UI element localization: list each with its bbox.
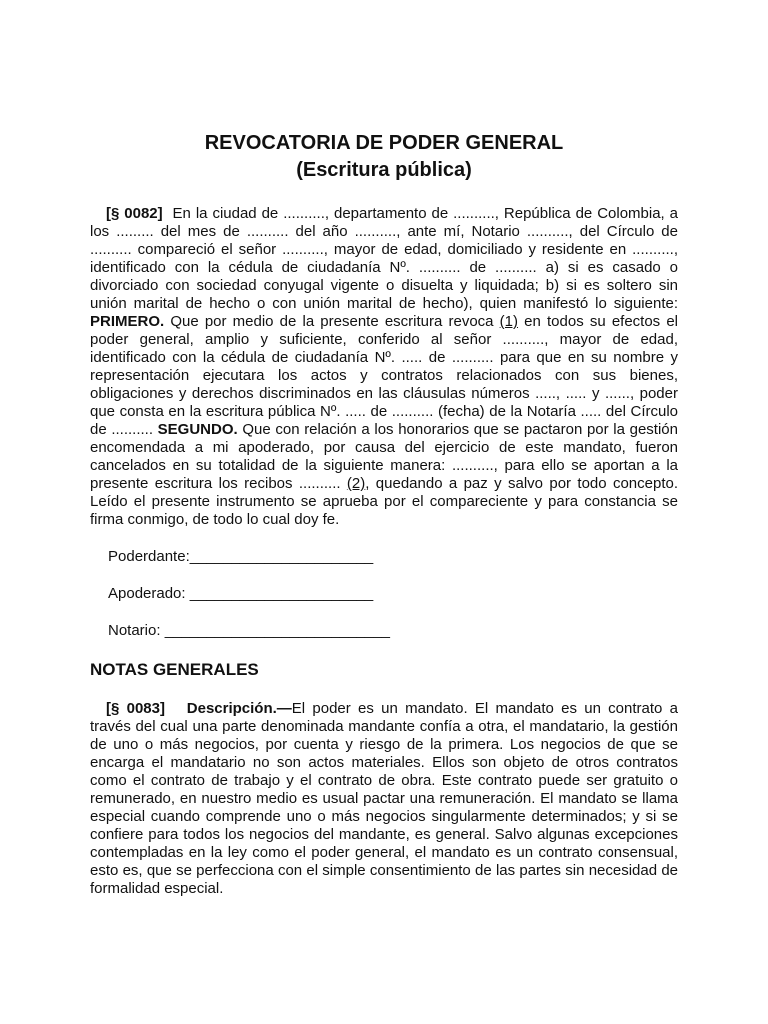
signature-poderdante: Poderdante:______________________: [108, 548, 374, 565]
section-ref-0082: [§ 0082]: [106, 205, 163, 222]
document-subtitle: (Escritura pública): [296, 159, 472, 181]
paragraph-0082-text-3: en todos su efectos el poder general, amplio y suficiente, conferido al señor .........., mayor de edad, identificado con la cédula de ciudadanía Nº. ..... de .......... para que en su nombre y representación ejecutara los actos y contratos relacionados con sus bienes, obligaciones y derechos discriminados en las cláusulas números ....., ..... y ......, poder que consta en la escritura pública Nº. ..... de .......... (fecha) de la Notaría ..... del Círculo de ..........: [90, 313, 679, 438]
title-block: [90, 130, 678, 184]
paragraph-0082: [90, 205, 678, 529]
paragraph-0082-text-5: , quedando a paz y salvo por todo concepto. Leído el presente instrumento se aprueba por el compareciente y para constancia se firma conmigo, de todo lo cual doy fe.: [90, 475, 679, 528]
paragraph-0082-text-2: Que por medio de la presente escritura revoca: [170, 313, 494, 330]
document-title: REVOCATORIA DE PODER GENERAL: [204, 132, 564, 154]
section-ref-0083: [§ 0083]: [106, 700, 165, 717]
descripcion-label: Descripción.—: [186, 700, 292, 717]
paragraph-0083-text: El poder es un mandato. El mandato es un contrato a través del cual una parte denominada mandante confía a otra, el mandatario, la gestión de uno o más negocios, por cuenta y riesgo de la primera. Los negocios de que se encarga el mandatario no son actos materiales. Ellos son objeto de otros contratos como el contrato de trabajo y el contrato de obra. Este contrato puede ser gratuito o remunerado, en nuestro medio es usual pactar una remuneración. El mandato se llama especial cuando comprende uno o más negocios singularmente determinados; y si se confiere para todos los negocios del mandante, es general. Salvo algunas excepciones contempladas en la ley como el poder general, el mandato es un contrato consensual, esto es, que se perfecciona con el simple consentimiento de las partes sin necesidad de formalidad especial.: [90, 700, 678, 897]
segundo-label: SEGUNDO.: [157, 421, 238, 438]
document-page: [90, 130, 678, 898]
signature-block: [90, 548, 678, 640]
signature-notario: Notario: ___________________________: [108, 622, 390, 639]
paragraph-0082-text-4: Que con relación a los honorarios que se pactaron por la gestión encomendada a mi apoderado, por causa del ejercicio de este mandato, fueron cancelados en su totalidad de la siguiente manera: .........., para ello se aportan a la presente escritura los recibos ..........: [90, 421, 678, 492]
notas-generales-heading: NOTAS GENERALES: [90, 660, 259, 679]
paragraph-0082-text-1: En la ciudad de .........., departamento de .........., República de Colombia, a los ......... del mes de .......... del año .........., ante mí, Notario .........., del Círculo de .......... compareció el señor .........., mayor de edad, domiciliado y residente en .........., identificado con la cédula de ciudadanía Nº. .......... de .......... a) si es casado o divorciado con sociedad conyugal vigente o disuelta y liquidada; b) si es soltero sin unión marital de hecho o con unión marital de hecho), quien manifestó lo siguiente:: [90, 205, 679, 312]
footnote-ref-1: (1): [499, 313, 519, 330]
primero-label: PRIMERO.: [90, 313, 165, 330]
footnote-ref-2: (2): [346, 475, 366, 492]
paragraph-0083: [90, 700, 678, 898]
signature-apoderado: Apoderado: ______________________: [108, 585, 374, 602]
